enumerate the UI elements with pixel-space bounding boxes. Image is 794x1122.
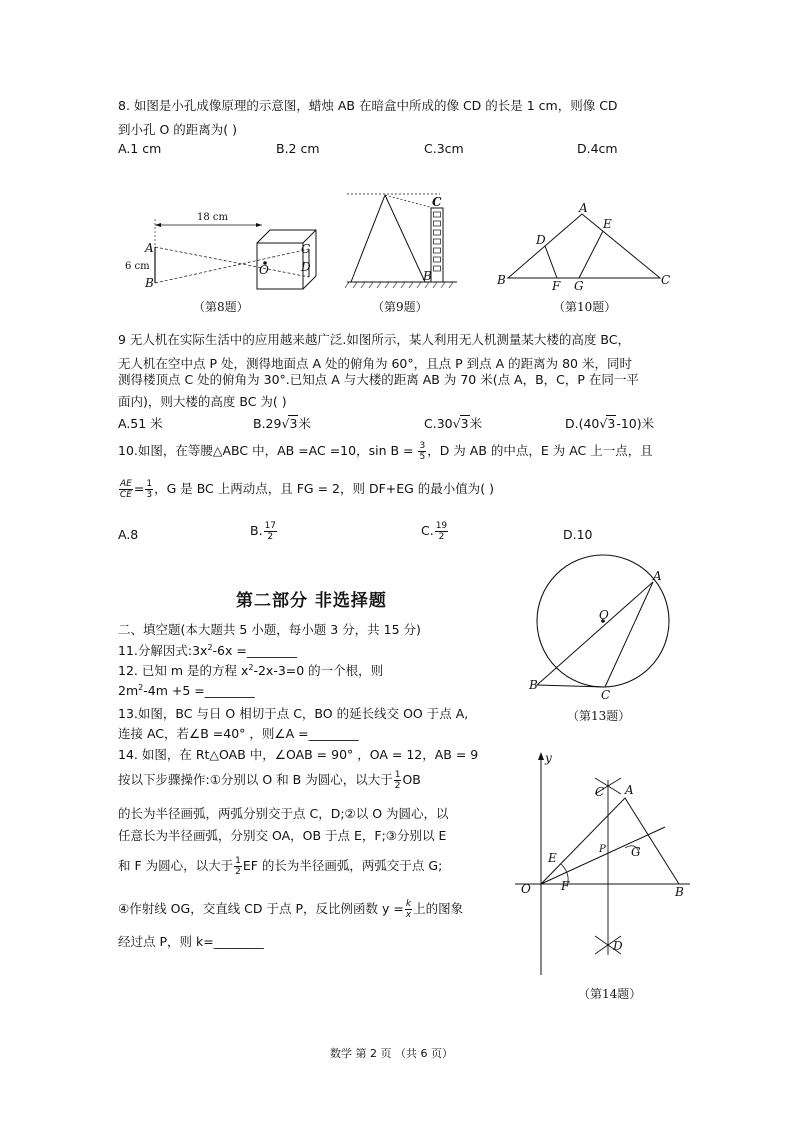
q14-line6: ④作射线 OG，交直线 CD 于点 P，反比例函数 y = $\frac{k}{x}$ 上的图象 xyxy=(118,899,464,920)
fig14-point-c: C xyxy=(595,785,605,799)
fig10-point-a: A xyxy=(579,201,588,215)
fig8-length-label: 18 cm xyxy=(197,212,228,223)
q10-option-c: C. $\frac{19}{2}$ xyxy=(421,521,448,542)
fig8-point-b: B xyxy=(145,276,154,290)
q14-line4: 任意长为半径画弧，分别交 OA，OB 于点 E，F;③分别以 E xyxy=(118,828,447,843)
fig13-point-o: O xyxy=(599,608,609,622)
figure-8 xyxy=(125,205,325,305)
q9-line2: 无人机在空中点 P 处，测得地面点 A 处的俯角为 60°，且点 P 到点 A 的距离为 80 米，同时 xyxy=(118,356,632,371)
q9-option-d: D.(40√3-10)米 xyxy=(565,416,655,431)
q8-option-a: A.1 cm xyxy=(118,141,162,156)
fig10-point-e: E xyxy=(603,217,612,231)
q9-line4: 面内)，则大楼的高度 BC 为( ) xyxy=(118,394,287,409)
fig10-point-b: B xyxy=(497,273,506,287)
q10-option-d: D.10 xyxy=(563,527,593,542)
q14-line1: 14. 如图，在 Rt△OAB 中，∠OAB = 90° ，OA = 12，AB = 9 xyxy=(118,747,479,762)
figure-9 xyxy=(345,190,460,295)
q14-line7: 经过点 P，则 k=________ xyxy=(118,934,264,949)
fig14-point-d: D xyxy=(613,939,623,953)
q13-line1: 13.如图，BC 与日 O 相切于点 C，BO 的延长线交 OO 于点 A, xyxy=(118,706,469,721)
fig8-height-label: 6 cm xyxy=(125,261,150,272)
fig14-point-o: O xyxy=(521,882,531,896)
q11-text: 11.分解因式$:3x^2-6x$ =________ xyxy=(118,642,297,658)
q8-line1: 8. 如图是小孔成像原理的示意图，蜡烛 AB 在暗盒中所成的像 CD 的长是 1 cm，则像 CD xyxy=(118,98,618,113)
q8-option-d: D.4cm xyxy=(577,141,618,156)
fig8-point-o: O xyxy=(259,263,269,277)
fig13-point-c: C xyxy=(601,688,611,702)
figure-14 xyxy=(515,750,695,980)
fig8-point-d: D xyxy=(301,260,311,274)
fig9-point-b: B xyxy=(423,269,432,283)
fig9-caption: （第9题） xyxy=(372,300,428,314)
fig14-point-e: E xyxy=(548,851,557,865)
fig10-point-g: G xyxy=(574,279,584,293)
q10-line2: $\frac{AE}{CE}$ = $\frac{1}{3}$ ，G 是 BC 上两动点，且 FG = 2，则 DF+EG 的最小值为( ) xyxy=(119,479,495,500)
fig14-caption: （第14题） xyxy=(578,987,642,1001)
part2-title: 第二部分 非选择题 xyxy=(236,591,387,611)
q14-line2: 按以下步骤操作:①分别以 O 和 B 为圆心，以大于 $\frac{1}{2}$ OB xyxy=(118,770,421,791)
fig14-point-a: A xyxy=(625,783,634,797)
fig9-point-c: C xyxy=(432,195,442,209)
q10-line1: 10.如图，在等腰△ABC 中，AB =AC =10，sin B = $\frac{3}{5}$ ，D 为 AB 的中点，E 为 AC 上一点，且 xyxy=(118,441,653,462)
fig10-caption: （第10题） xyxy=(553,300,617,314)
fig14-point-b: B xyxy=(675,885,684,899)
figure-10 xyxy=(495,202,675,292)
fig8-caption: （第8题） xyxy=(193,300,249,314)
q8-line2: 到小孔 O 的距离为( ) xyxy=(118,122,238,137)
q10-option-a: A.8 xyxy=(118,527,139,542)
q8-option-c: C.3cm xyxy=(424,141,464,156)
fig10-point-d: D xyxy=(536,233,546,247)
q14-line3: 的长为半径画弧，两弧分别交于点 C，D;②以 O 为圆心，以 xyxy=(118,806,449,821)
fig10-point-f: F xyxy=(552,279,561,293)
q9-line3: 测得楼顶点 C 处的俯角为 30°.已知点 A 与大楼的距离 AB 为 70 米(点 A，B，C，P 在同一平 xyxy=(118,372,639,387)
q9-option-b: B.29√3米 xyxy=(253,416,311,431)
q8-option-b: B.2 cm xyxy=(276,141,320,156)
fig13-caption: （第13题） xyxy=(567,709,631,723)
fig14-axis-y: y xyxy=(545,751,552,765)
figure-13 xyxy=(525,565,685,705)
q9-line1: 9 无人机在实际生活中的应用越来越广泛.如图所示，某人利用无人机测量某大楼的高度 BC， xyxy=(118,332,630,347)
q10-option-b: B. $\frac{17}{2}$ xyxy=(250,521,277,542)
fig13-point-b: B xyxy=(529,678,538,692)
q13-line2: 连接 AC，若∠B =40° ，则∠A =________ xyxy=(118,726,359,741)
q12-line2: $2m^2-4m +5$ =________ xyxy=(118,683,255,699)
q9-option-a: A.51 米 xyxy=(118,416,163,431)
page-footer: 数学 第 2 页 （共 6 页） xyxy=(330,1047,453,1060)
fig8-point-a: A xyxy=(145,241,154,255)
q9-option-c: C.30√3米 xyxy=(424,416,483,431)
fig14-point-p: P xyxy=(599,844,606,855)
q14-line5: 和 F 为圆心，以大于 $\frac{1}{2}$ EF 的长为半径画弧，两弧交于点 G; xyxy=(118,856,443,877)
fig14-point-g: G xyxy=(631,845,641,859)
section-fill-in: 二、填空题(本大题共 5 小题，每小题 3 分，共 15 分) xyxy=(118,622,421,637)
q12-line1: 12. 已知 m 是的方程 $x^2-2x-3=0$ 的一个根，则 xyxy=(118,662,384,678)
fig10-point-c: C xyxy=(661,273,671,287)
fig14-point-f: F xyxy=(561,879,570,893)
fig8-point-c: C xyxy=(301,242,311,256)
fig13-point-a: A xyxy=(653,569,662,583)
